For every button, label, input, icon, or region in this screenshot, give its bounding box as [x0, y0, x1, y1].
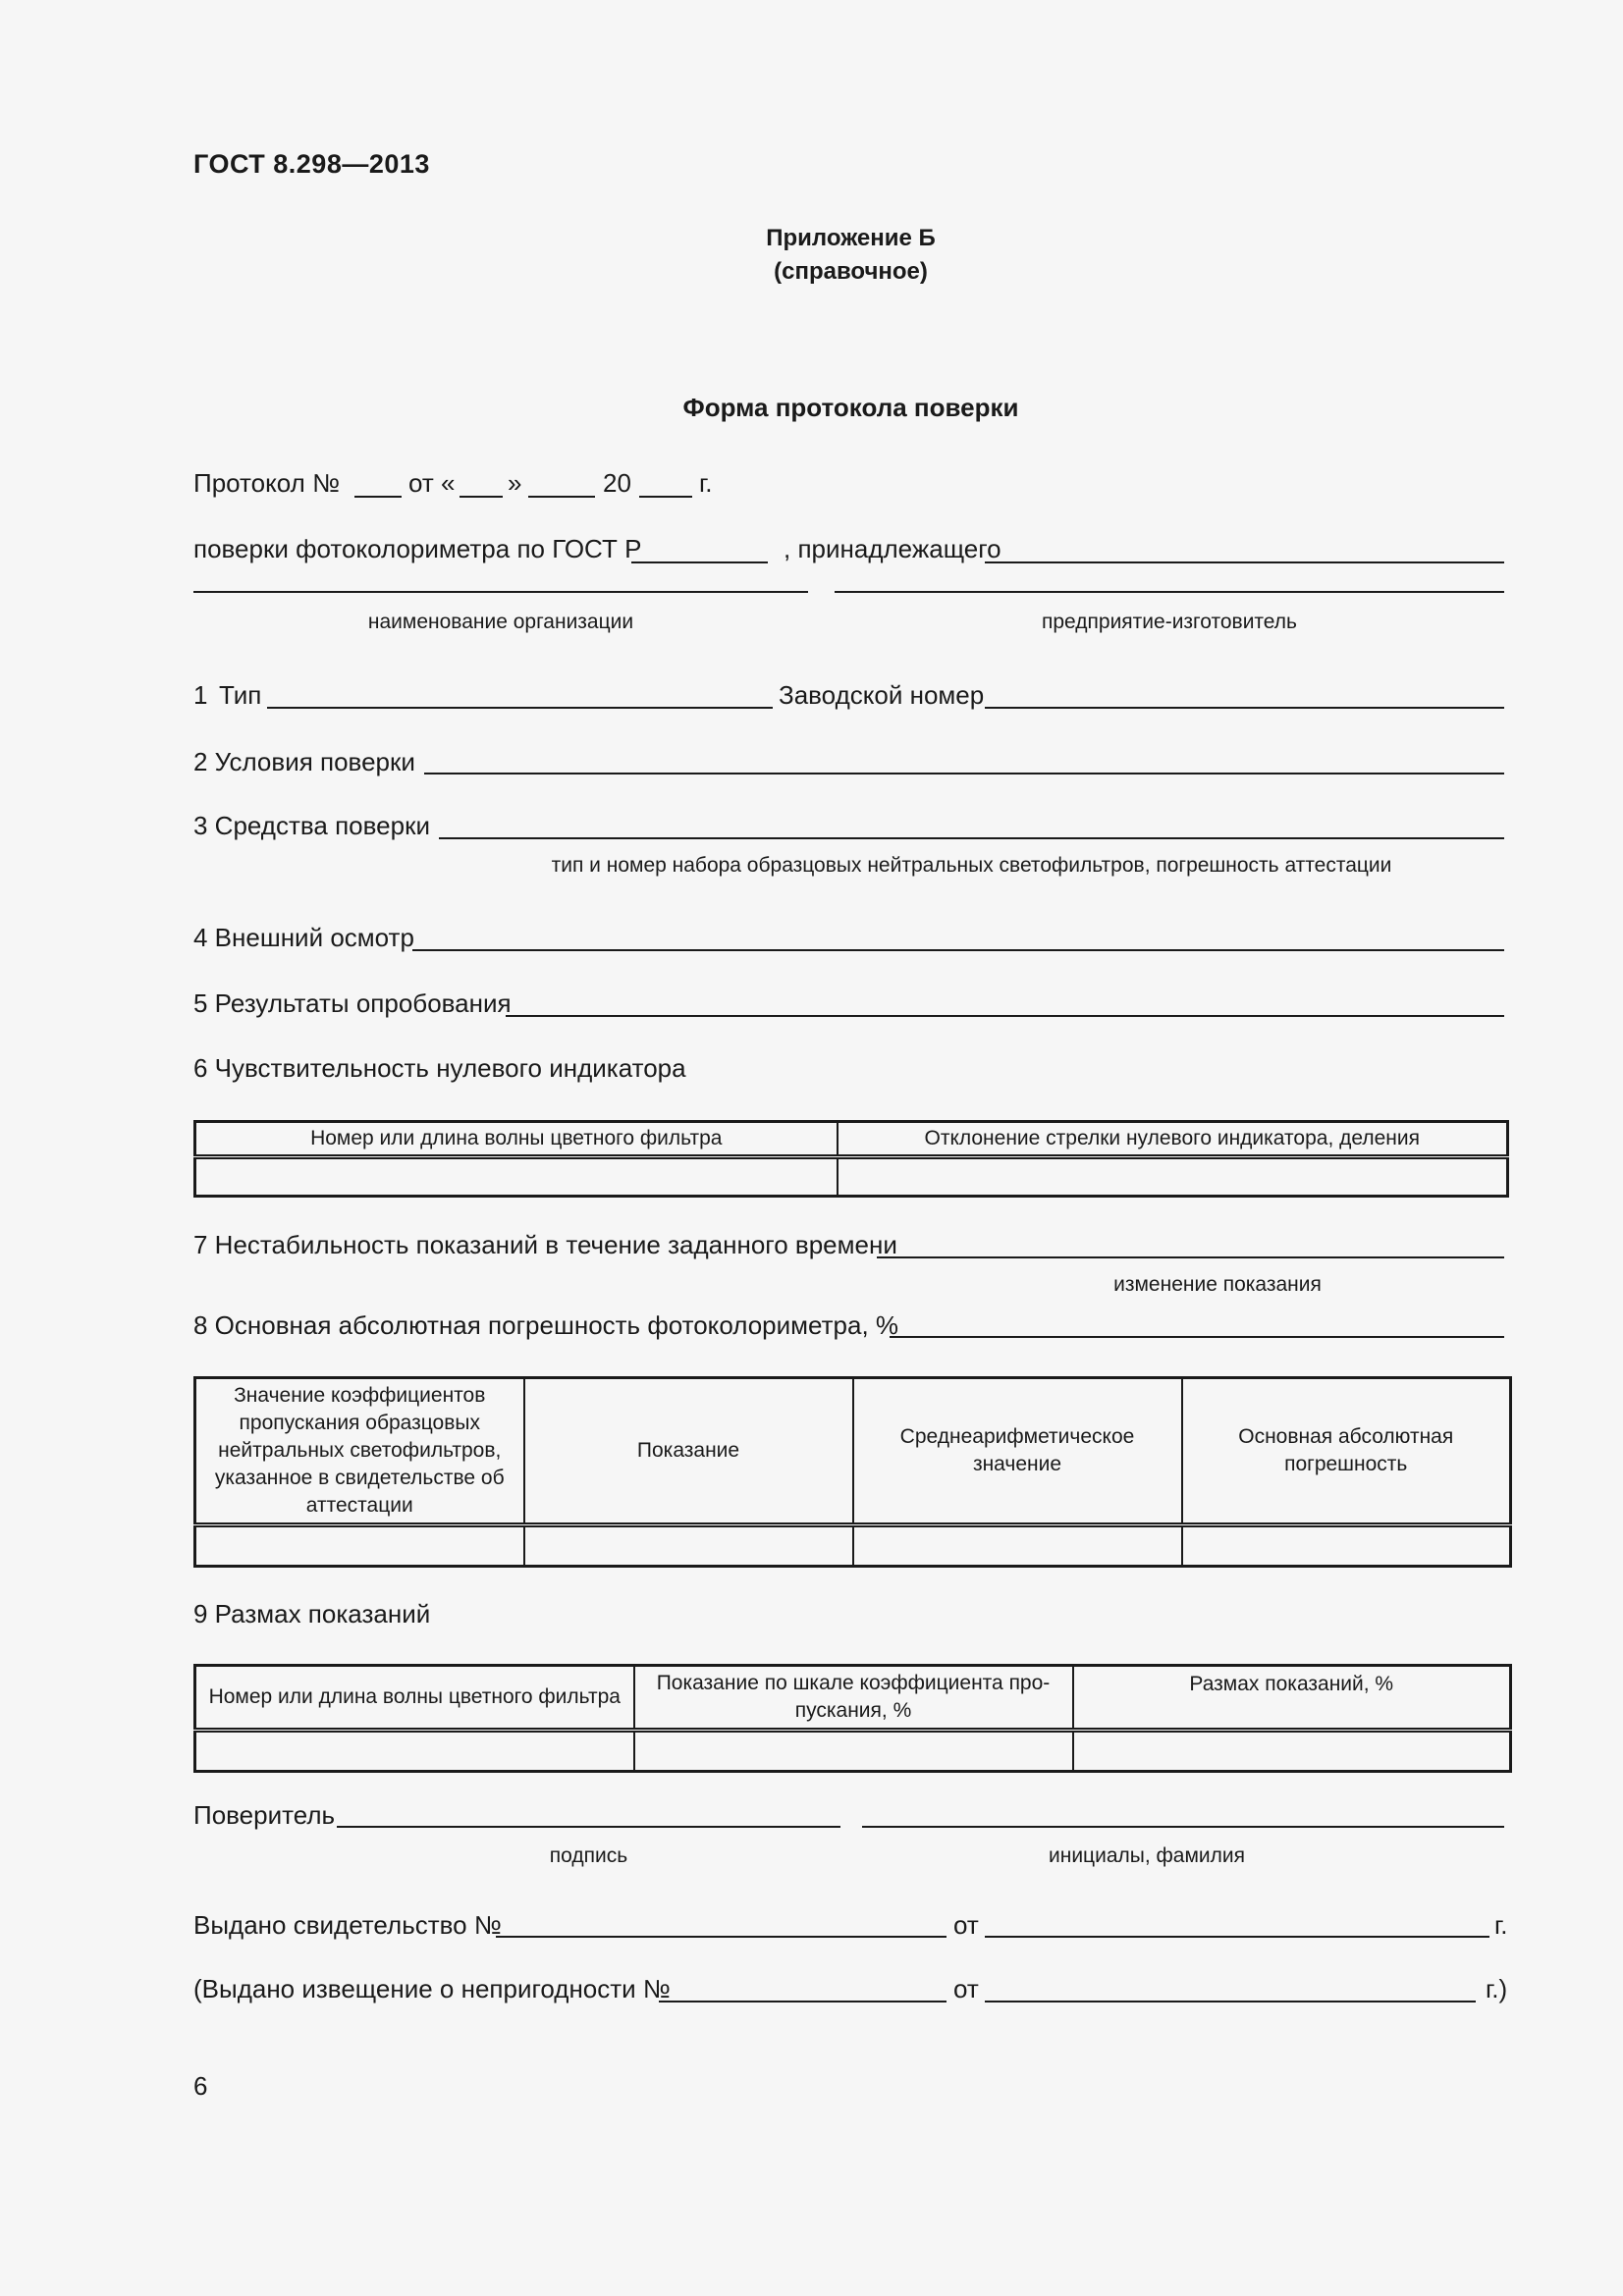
table-cell[interactable]	[634, 1731, 1073, 1772]
caption-instability: изменение показания	[1113, 1273, 1322, 1296]
certificate-number-line[interactable]	[496, 1936, 947, 1938]
item-2-label: 2 Условия поверки	[193, 747, 415, 776]
conditions-line[interactable]	[424, 773, 1504, 774]
table-header-row	[195, 1122, 1508, 1157]
table-header-row	[195, 1666, 1511, 1731]
table-cell[interactable]	[524, 1525, 853, 1567]
document-code: ГОСТ 8.298—2013	[193, 149, 430, 179]
organization-line[interactable]	[193, 591, 808, 593]
certificate-label: Выдано свидетельство №	[193, 1910, 502, 1940]
table-header-cell: Основная абсолютная погрешность	[1182, 1378, 1511, 1525]
protocol-label: Протокол №	[193, 468, 340, 498]
form-title: Форма протокола поверки	[682, 393, 1019, 422]
page-number: 6	[193, 2071, 208, 2101]
table-cell[interactable]	[1073, 1731, 1511, 1772]
certificate-date-line[interactable]	[985, 1936, 1489, 1938]
protocol-year-suffix: г.	[699, 468, 713, 498]
manufacturer-line[interactable]	[835, 591, 1504, 593]
table-header-cell: Среднеарифметическое значение	[853, 1378, 1182, 1525]
notice-number-line[interactable]	[659, 2001, 947, 2002]
protocol-day-line[interactable]	[460, 496, 503, 498]
table-row	[195, 1731, 1511, 1772]
protocol-number-line[interactable]	[354, 496, 402, 498]
table-header-cell: Значение коэффициентов пропускания образцовых нейтральных светофильтров, указанное в свидетельстве об аттестации	[195, 1378, 524, 1525]
owner-line[interactable]	[985, 561, 1504, 563]
certificate-year-suffix: г.	[1494, 1910, 1508, 1940]
inspection-line[interactable]	[412, 949, 1504, 951]
table-header-cell: Показание	[524, 1378, 853, 1525]
item-9-label: 9 Размах показаний	[193, 1599, 431, 1629]
belonging-label: , принадлежащего	[784, 534, 1001, 563]
notice-from-label: от	[953, 1974, 979, 2003]
instability-line[interactable]	[877, 1256, 1504, 1258]
testing-line[interactable]	[506, 1015, 1504, 1017]
table-cell[interactable]	[853, 1525, 1182, 1567]
table-header-row	[195, 1378, 1511, 1525]
item-3-label: 3 Средства поверки	[193, 811, 430, 840]
appendix-title: Приложение Б	[766, 225, 936, 251]
caption-signature: подпись	[549, 1844, 628, 1867]
means-line[interactable]	[439, 837, 1504, 839]
gost-number-line[interactable]	[631, 561, 768, 563]
table-header-cell: Номер или длина волны цветного фильтра	[195, 1666, 634, 1731]
table-row	[195, 1157, 1508, 1197]
table-header-cell: Номер или длина волны цветного фильтра	[195, 1122, 838, 1157]
type-line[interactable]	[267, 707, 773, 709]
serial-number-label: Заводской номер	[779, 680, 985, 710]
protocol-month-line[interactable]	[528, 496, 595, 498]
table-cell[interactable]	[838, 1157, 1508, 1197]
error-line[interactable]	[890, 1336, 1504, 1338]
table-cell[interactable]	[1182, 1525, 1511, 1567]
error-table	[193, 1376, 1512, 1568]
table-cell[interactable]	[195, 1525, 524, 1567]
table-cell[interactable]	[195, 1731, 634, 1772]
item-1-number: 1	[193, 680, 208, 710]
table-header-cell: Отклонение стрелки нулевого индикатора, деления	[838, 1122, 1508, 1157]
serial-number-line[interactable]	[985, 707, 1504, 709]
protocol-from-label: от «	[408, 468, 456, 498]
protocol-quote-close: »	[508, 468, 522, 498]
notice-year-suffix: г.)	[1486, 1974, 1508, 2003]
caption-organization: наименование организации	[367, 611, 634, 633]
table-header-cell: Показание по шкале коэффициента про-пускания, %	[634, 1666, 1073, 1731]
item-6-label: 6 Чувствительность нулевого индикатора	[193, 1053, 686, 1083]
notice-label: (Выдано извещение о непригодности №	[193, 1974, 671, 2003]
table-cell[interactable]	[195, 1157, 838, 1197]
notice-date-line[interactable]	[985, 2001, 1476, 2002]
item-7-label: 7 Нестабильность показаний в течение заданного времени	[193, 1230, 897, 1259]
signature-line[interactable]	[337, 1826, 840, 1828]
name-line[interactable]	[862, 1826, 1504, 1828]
caption-means: тип и номер набора образцовых нейтральных светофильтров, погрешность аттестации	[551, 854, 1392, 877]
item-4-label: 4 Внешний осмотр	[193, 923, 414, 952]
protocol-year-line[interactable]	[639, 496, 692, 498]
certificate-from-label: от	[953, 1910, 979, 1940]
item-8-label: 8 Основная абсолютная погрешность фотоколориметра, %	[193, 1310, 899, 1340]
caption-name: инициалы, фамилия	[1049, 1844, 1245, 1867]
table-header-cell: Размах показаний, %	[1073, 1666, 1511, 1731]
item-5-label: 5 Результаты опробования	[193, 988, 512, 1018]
sensitivity-table	[193, 1120, 1509, 1198]
verifier-label: Поверитель	[193, 1800, 336, 1830]
range-table	[193, 1664, 1512, 1773]
table-row	[195, 1525, 1511, 1567]
verification-label: поверки фотоколориметра по ГОСТ Р	[193, 534, 642, 563]
item-1-type-label: Тип	[219, 680, 262, 710]
caption-manufacturer: предприятие-изготовитель	[1042, 611, 1297, 633]
appendix-subtitle: (справочное)	[774, 258, 928, 285]
protocol-century: 20	[603, 468, 631, 498]
